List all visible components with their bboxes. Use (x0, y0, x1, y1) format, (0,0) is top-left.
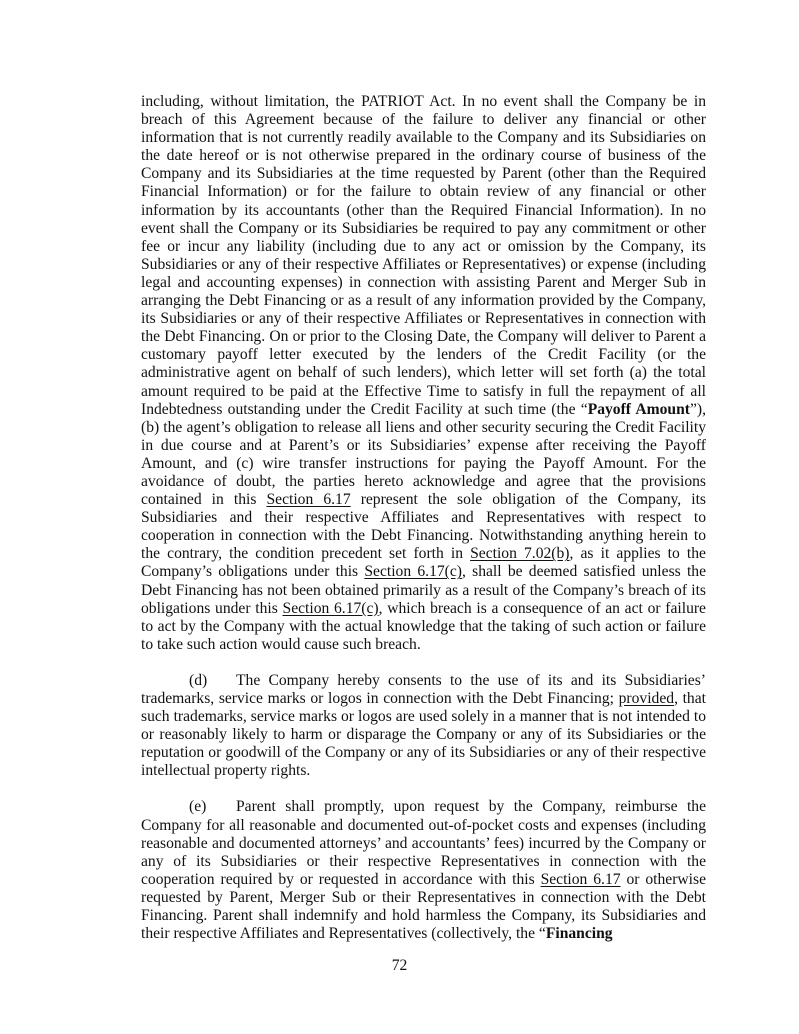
paragraph-text: , which breach is a consequence of an act or failure to act by the Company with the actual knowledge that the taking of such action or failure to take such action would cause such breach. (141, 599, 706, 653)
paragraph-text: The Company hereby consents to the use of its and its Subsidiaries’ trademarks, service marks or logos in connection with the Debt Financing; (141, 671, 706, 707)
section-reference: Section 6.17(c) (364, 563, 462, 581)
clause-label: (d) (189, 671, 208, 689)
paragraph-text: , as it applies to the Company’s obligations under this (141, 545, 706, 581)
paragraph-e (141, 798, 706, 943)
paragraph-text: , that such trademarks, service marks or logos are used solely in a manner that is not intended to or reasonably likely to harm or disparage the Company or any of its Subsidiaries or the reputation or goodwill of the Company or any of its Subsidiaries or any of their respective intellectual property rights. (141, 690, 706, 780)
section-reference: Section 6.17 (540, 870, 621, 888)
clause-label: (e) (189, 798, 207, 816)
paragraph-text: including, without limitation, the PATRIOT Act. In no event shall the Company be in breach of this Agreement because of the failure to deliver any financial or other information that is not currently readily available to the Company and its Subsidiaries on the date hereof or is not otherwise prepared in the ordinary course of business of the Company and its Subsidiaries at the time requested by Parent (other than the Required Financial Information) or for the failure to obtain review of any financial or other information by its accountants (other than the Required Financial Information). In no event shall the Company or its Subsidiaries be required to pay any commitment or other fee or incur any liability (including due to any act or omission by the Company, its Subsidiaries or any of their respective Affiliates or Representatives) or expense (including legal and accounting expenses) in connection with assisting Parent and Merger Sub in arranging the Debt Financing or as a result of any information provided by the Company, its Subsidiaries or any of their respective Affiliates or Representatives in connection with the Debt Financing. On or prior to the Closing Date, the Company will deliver to Parent a customary payoff letter executed by the lenders of the Credit Facility (or the administrative agent on behalf of such lenders), which letter will set forth (a) the total amount required to be paid at the Effective Time to satisfy in full the repayment of all Indebtedness outstanding under the Credit Facility at such time (the “ (141, 93, 706, 418)
page-number: 72 (391, 957, 408, 974)
section-reference: Section 6.17 (266, 491, 351, 509)
paragraph-text: or otherwise requested by Parent, Merger Sub or their Representatives in connection with the Debt Financing. Parent shall indemnify and hold harmless the Company, its Subsidiaries and their respective Affiliates and Representatives (collectively, the “ (141, 870, 706, 943)
proviso-term: provided (618, 690, 675, 707)
section-reference: Section 7.02(b) (470, 545, 570, 563)
document-page (141, 93, 706, 943)
paragraph-continuation (141, 93, 706, 654)
paragraph-text: represent the sole obligation of the Company, its Subsidiaries and their respective Affiliates and Representatives with respect to cooperation in connection with the Debt Financing. Notwithstanding anything herein to the contrary, the condition precedent set forth in (141, 491, 706, 563)
paragraph-d (141, 672, 706, 781)
paragraph-text: , shall be deemed satisfied unless the Debt Financing has not been obtained primarily as a result of the Company’s breach of its obligations under this (141, 563, 706, 617)
paragraph-text: ”), (b) the agent’s obligation to release all liens and other security securing the Credit Facility in due course and at Parent’s or its Subsidiaries’ expense after receiving the Payoff Amount, and (c) wire transfer instructions for paying the Payoff Amount. For the avoidance of doubt, the parties hereto acknowledge and agree that the provisions contained in this (141, 400, 706, 509)
paragraph-text: Parent shall promptly, upon request by the Company, reimburse the Company for all reasonable and documented out-of-pocket costs and expenses (including reasonable and documented attorneys’ and accountants’ fees) incurred by the Company or any of its Subsidiaries or their respective Representatives in connection with the cooperation required by or requested in accordance with this (141, 798, 706, 888)
defined-term-payoff-amount: Payoff Amount (587, 400, 690, 418)
defined-term-financing: Financing (545, 925, 613, 943)
section-reference: Section 6.17(c) (282, 599, 379, 617)
